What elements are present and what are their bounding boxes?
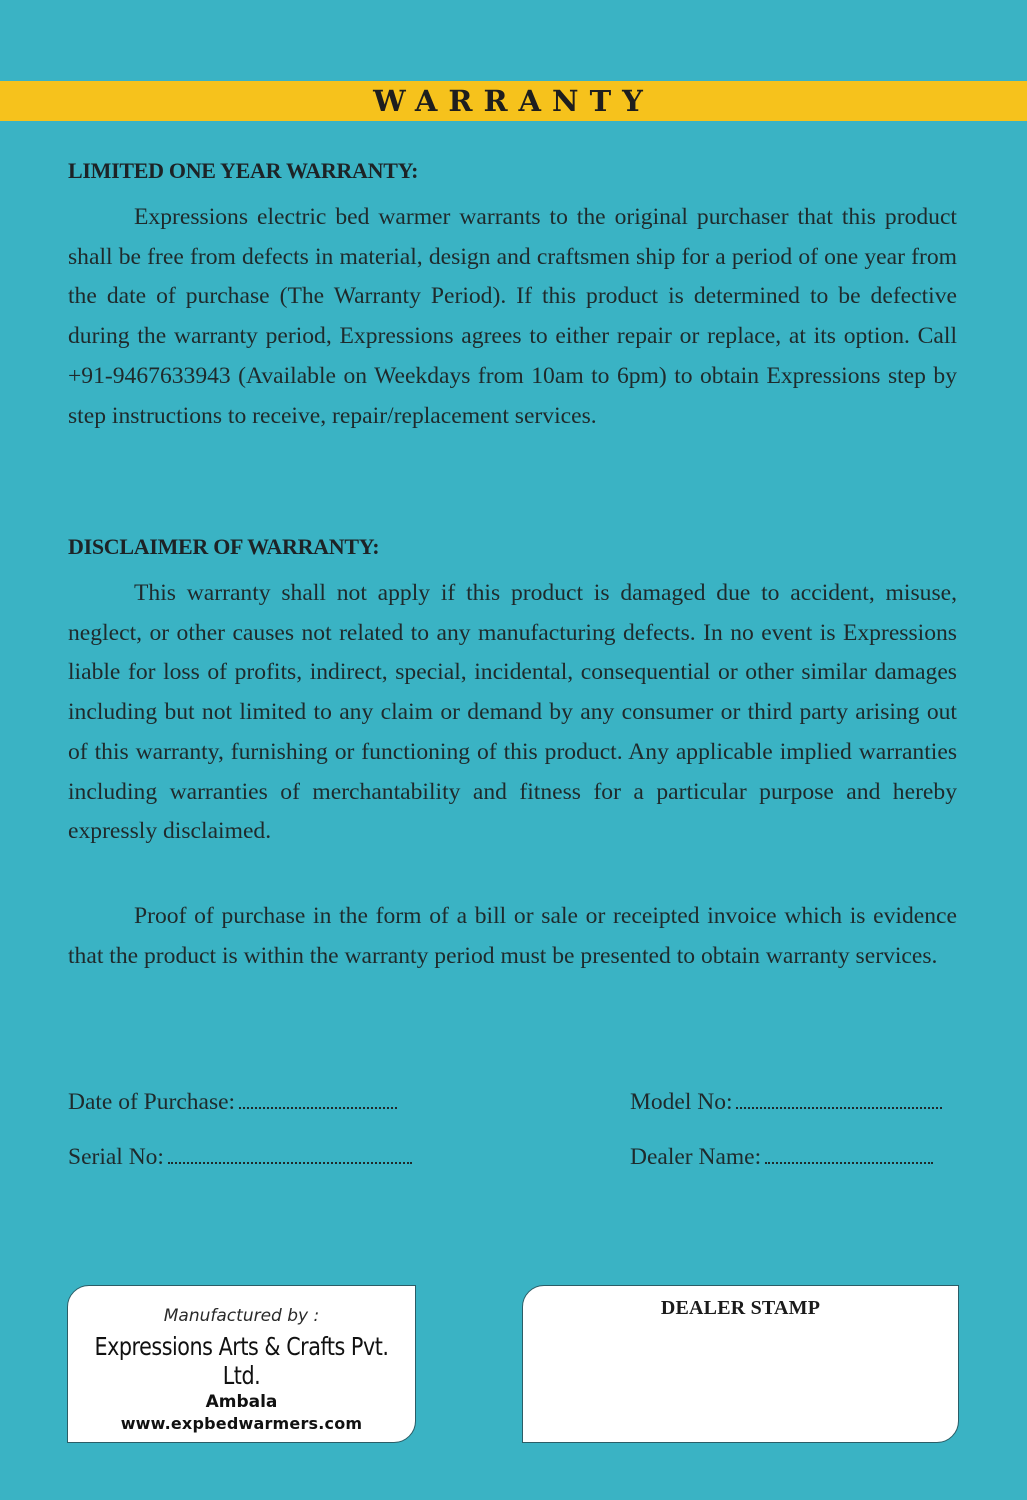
proof-of-purchase-text: Proof of purchase in the form of a bill or sale or receipted invoice which is evidence that the product is within the warranty period must be presented to obtain warranty services. [68, 903, 957, 969]
manufacturer-card [67, 1285, 416, 1443]
date-of-purchase-blank[interactable] [239, 1091, 397, 1109]
disclaimer-text: This warranty shall not apply if this product is damaged due to accident, misuse, neglect, or other causes not related to any manufacturing defects. In no event is Expressions liable for loss of profits, indirect, special, incidental, consequential or other similar damages including but not limited to any claim or demand by any consumer or third party arising out of this warranty, furnishing or functioning of this product. Any applicable implied warranties including warranties of merchantability and fitness for a particular purpose and hereby expressly disclaimed. [68, 580, 957, 845]
company-city: Ambala [205, 1392, 278, 1412]
limited-warranty-text: Expressions electric bed warmer warrants to the original purchaser that this product shall be free from defects in material, design and craftsmen ship for a period of one year from the date of purchase (The Warranty Period). If this product is determined to be defective during the warranty period, Expressions agrees to either repair or replace, at its option. Call +91-9467633943 (Available on Weekdays from 10am to 6pm) to obtain Expressions step by step instructions to receive, repair/replacement services. [68, 204, 957, 429]
serial-no-label: Serial No: [68, 1144, 164, 1170]
dealer-stamp-box [522, 1285, 959, 1443]
dealer-name-label: Dealer Name: [630, 1144, 762, 1170]
serial-no-field[interactable] [68, 1144, 412, 1171]
warranty-title: WARRANTY [0, 81, 1027, 121]
date-of-purchase-field[interactable] [68, 1089, 397, 1116]
model-no-blank[interactable] [736, 1091, 942, 1109]
manufactured-by-label: Manufactured by : [163, 1306, 320, 1326]
company-website: www.expbedwarmers.com [120, 1414, 363, 1433]
disclaimer-heading: DISCLAIMER OF WARRANTY: [68, 534, 380, 559]
dealer-name-field[interactable] [630, 1144, 933, 1171]
model-no-field[interactable] [630, 1089, 942, 1116]
date-of-purchase-label: Date of Purchase: [68, 1089, 236, 1115]
dealer-stamp-label: DEALER STAMP [660, 1297, 821, 1319]
limited-warranty-heading: LIMITED ONE YEAR WARRANTY: [68, 158, 419, 183]
dealer-name-blank[interactable] [765, 1146, 933, 1164]
model-no-label: Model No: [630, 1089, 733, 1115]
serial-no-blank[interactable] [168, 1146, 412, 1164]
company-name: Expressions Arts & Crafts Pvt. Ltd. [94, 1332, 389, 1390]
